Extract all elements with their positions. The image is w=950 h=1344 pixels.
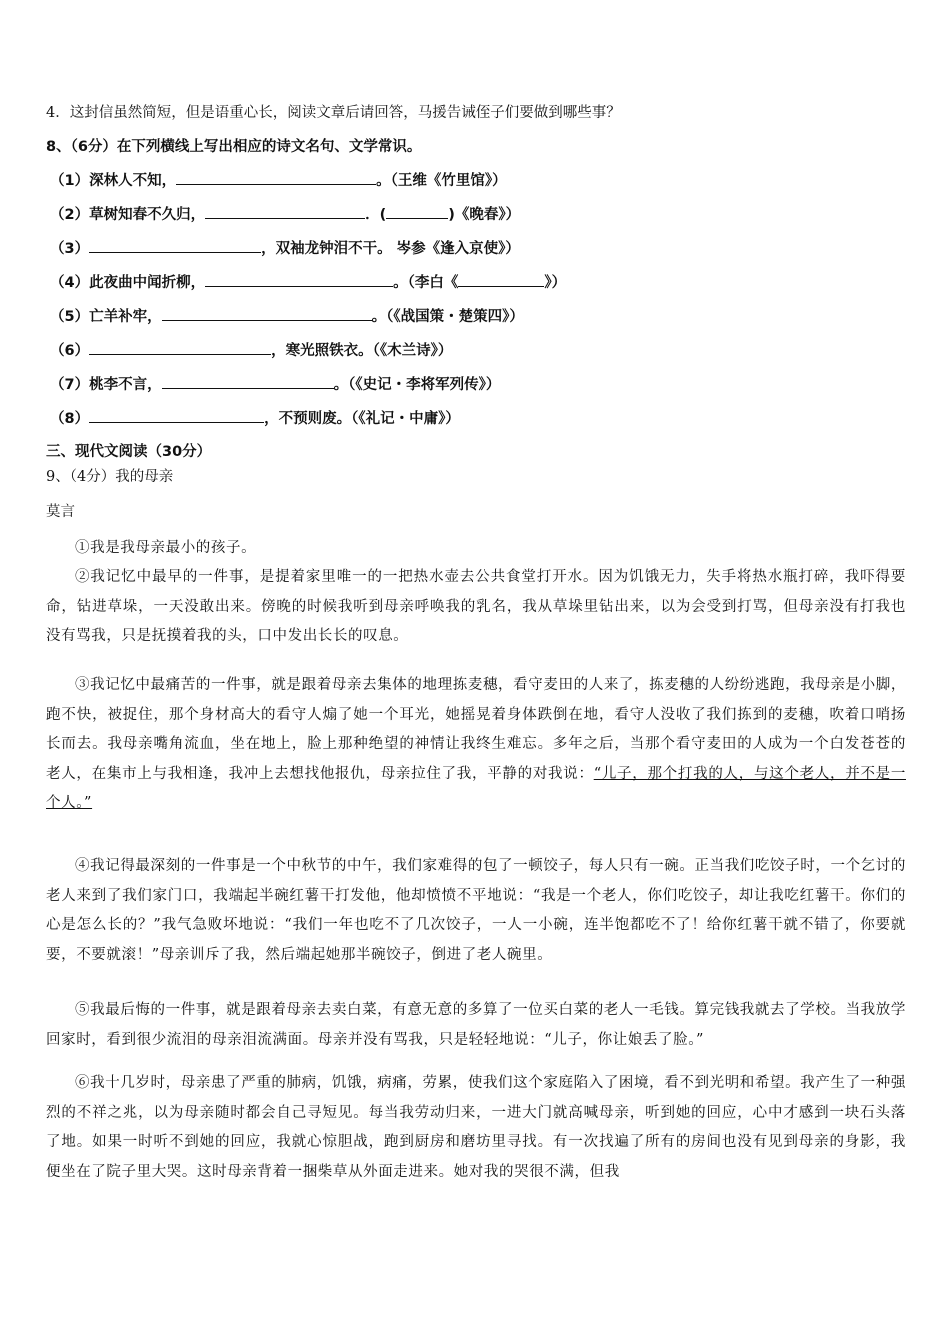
paragraph-3-text: ③我记忆中最痛苦的一件事，就是跟着母亲去集体的地理拣麦穗，看守麦田的人来了，拣麦穗的人纷纷逃跑，我母亲是小脚，跑不快，被捉住，那个身材高大的看守人煽了她一个耳光，她摇晃着身体跌倒在地，看守人没收了我们拣到的麦穗，吹着口哨扬长而去。我母亲嘴角流血，坐在地上，脸上那种绝望的神情让我终生难忘。多年之后，当那个看守麦田的人成为一个白发苍苍的老人，在集市上与我相逢，我冲上去想找他报仇，母亲拉住了我，平静的对我说： — [46, 677, 906, 782]
fill-item-6 — [50, 340, 452, 361]
question-9-header: 9、（4分）我的母亲 — [46, 469, 174, 485]
answer-blank-2b[interactable] — [386, 204, 448, 219]
answer-blank-4b[interactable] — [458, 272, 544, 287]
fill-item-3 — [50, 238, 520, 259]
paragraph-6: ⑥我十几岁时，母亲患了严重的肺病，饥饿，病痛，劳累，使我们这个家庭陷入了困境，看不到光明和希望。我产生了一种强烈的不祥之兆，以为母亲随时都会自己寻短见。每当我劳动归来，一进大门就高喊母亲，听到她的回应，心中才感到一块石头落了地。如果一时听不到她的回应，我就心惊胆战，跑到厨房和磨坊里寻找。有一次找遍了所有的房间也没有见到母亲的身影，我便坐在了院子里大哭。这时母亲背着一捆柴草从外面走进来。她对我的哭很不满，但我 — [46, 1075, 906, 1180]
answer-blank-1[interactable] — [176, 170, 376, 185]
paragraph-1: ①我是我母亲最小的孩子。 — [75, 540, 257, 556]
fill-item-4-suffix: 》） — [544, 275, 567, 291]
fill-item-5-prefix: （5）亡羊补牢， — [50, 309, 162, 325]
answer-blank-3[interactable] — [89, 238, 261, 253]
fill-item-7-suffix: 。（《史记・李将军列传》） — [333, 377, 501, 393]
fill-item-3-prefix: （3） — [50, 241, 90, 257]
answer-blank-5[interactable] — [162, 306, 372, 321]
question-4: 4．这封信虽然简短，但是语重心长，阅读文章后请回答，马援告诫侄子们要做到哪些事？ — [46, 105, 621, 121]
article-author: 莫言 — [46, 504, 75, 520]
paragraph-4: ④我记得最深刻的一件事是一个中秋节的中午，我们家难得的包了一顿饺子，每人只有一碗。正当我们吃饺子时，一个乞讨的老人来到了我们家门口，我端起半碗红薯干打发他，他却愤愤不平地说：“我是一个老人，你们吃饺子，却让我吃红薯干。你们的心是怎么长的？”我气急败坏地说：“我们一年也吃不了几次饺子，一人一小碗，连半饱都吃不了！给你红薯干就不错了，你要就要，不要就滚！”母亲训斥了我，然后端起她那半碗饺子，倒进了老人碗里。 — [46, 858, 906, 963]
fill-item-2-prefix: （2）草树知春不久归， — [50, 207, 206, 223]
answer-blank-4[interactable] — [205, 272, 393, 287]
fill-item-1-suffix: 。（王维《竹里馆》） — [376, 173, 507, 189]
question-8-header: 8、（6分）在下列横线上写出相应的诗文名句、文学常识。 — [46, 139, 422, 155]
fill-item-5-suffix: 。（《战国策・楚策四》） — [371, 309, 524, 325]
fill-item-8 — [50, 408, 460, 429]
fill-item-7-prefix: （7）桃李不言， — [50, 377, 162, 393]
fill-item-5 — [50, 306, 524, 327]
fill-item-6-suffix: ，寒光照铁衣。（《木兰诗》） — [271, 343, 453, 359]
fill-item-8-prefix: （8） — [50, 411, 90, 427]
fill-item-3-suffix: ，双袖龙钟泪不干。 岑参《逢入京使》） — [261, 241, 520, 257]
fill-item-4-prefix: （4）此夜曲中闻折柳， — [50, 275, 206, 291]
section-3-heading: 三、现代文阅读（30分） — [46, 444, 212, 460]
paragraph-2: ②我记忆中最早的一件事，是提着家里唯一的一把热水壶去公共食堂打开水。因为饥饿无力，失手将热水瓶打碎，我吓得要命，钻进草垛，一天没敢出来。傍晚的时候我听到母亲呼唤我的乳名，我从草垛里钻出来，以为会受到打骂，但母亲没有打我也没有骂我，只是抚摸着我的头，口中发出长长的叹息。 — [46, 569, 906, 644]
answer-blank-2[interactable] — [205, 204, 365, 219]
fill-item-4-middle: 。（李白《 — [393, 275, 459, 291]
fill-item-2 — [50, 204, 520, 225]
fill-item-2-suffix: )《晚春》） — [448, 207, 521, 223]
fill-item-8-suffix: ，不预则废。（《礼记・中庸》） — [264, 411, 460, 427]
answer-blank-7[interactable] — [162, 374, 334, 389]
answer-blank-8[interactable] — [89, 408, 264, 423]
fill-item-7 — [50, 374, 500, 395]
paragraph-3 — [46, 671, 906, 819]
fill-item-1-prefix: （1）深林人不知， — [50, 173, 177, 189]
answer-blank-6[interactable] — [89, 340, 271, 355]
paragraph-3-quote: “儿子，那个打我的人，与这个老人，并不是一个人。” — [46, 765, 906, 811]
fill-item-4 — [50, 272, 566, 293]
fill-item-2-middle: ．( — [365, 207, 387, 223]
fill-item-1 — [50, 170, 507, 191]
paragraph-5: ⑤我最后悔的一件事，就是跟着母亲去卖白菜，有意无意的多算了一位买白菜的老人一毛钱。算完钱我就去了学校。当我放学回家时，看到很少流泪的母亲泪流满面。母亲并没有骂我，只是轻轻地说：“儿子，你让娘丢了脸。” — [46, 1002, 906, 1048]
fill-item-6-prefix: （6） — [50, 343, 90, 359]
